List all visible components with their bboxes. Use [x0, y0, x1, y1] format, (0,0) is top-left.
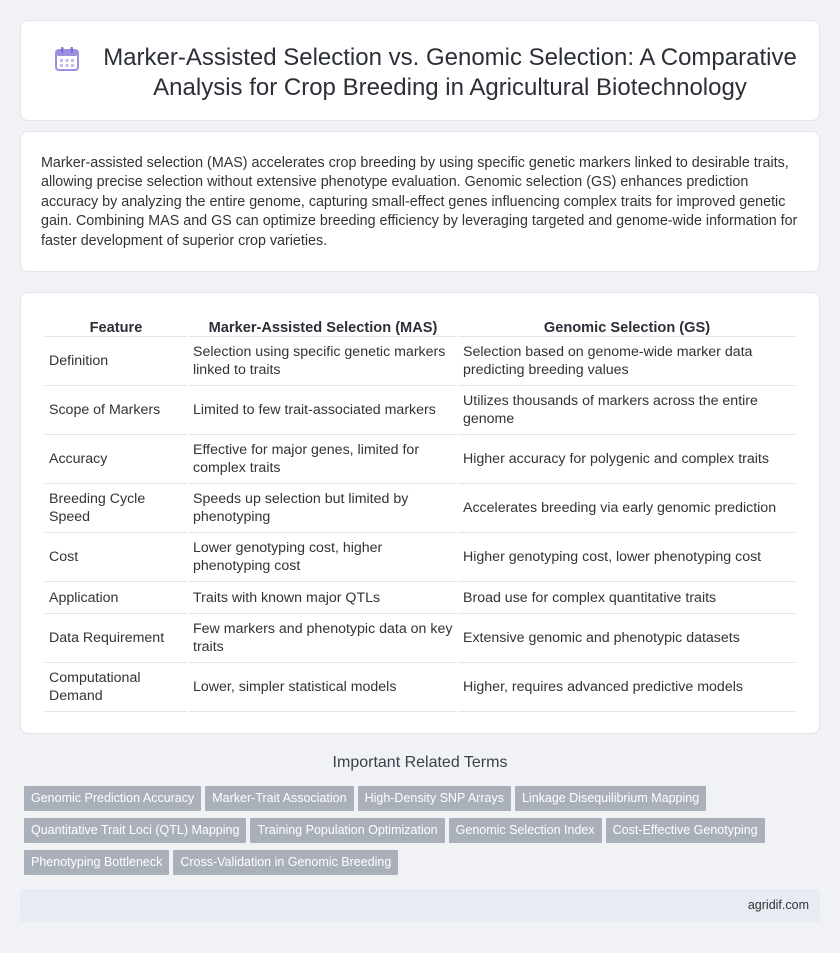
related-terms-tags	[24, 786, 814, 882]
related-terms-title: Important Related Terms	[332, 754, 508, 771]
page-title: Marker-Assisted Selection vs. Genomic Selection: A Comparative Analysis for Crop Breeding in Agricultural Biotechnology	[103, 44, 797, 101]
table-header-row	[45, 311, 795, 337]
table-cell: Lower genotyping cost, higher phenotyping cost	[189, 533, 457, 582]
table-cell: Speeds up selection but limited by phenotyping	[189, 484, 457, 533]
related-tag[interactable]: Training Population Optimization	[250, 818, 444, 843]
related-tag[interactable]: Quantitative Trait Loci (QTL) Mapping	[24, 818, 246, 843]
footer	[20, 889, 820, 922]
table-row	[45, 435, 795, 484]
table-cell: Traits with known major QTLs	[189, 582, 457, 614]
table-cell: Selection using specific genetic markers linked to traits	[189, 337, 457, 386]
comparison-table	[43, 311, 797, 712]
related-tag[interactable]: High-Density SNP Arrays	[358, 786, 511, 811]
header-gs: Genomic Selection (GS)	[459, 311, 795, 337]
table-cell: Extensive genomic and phenotypic datasets	[459, 614, 795, 663]
table-cell: Scope of Markers	[45, 386, 187, 435]
table-cell: Effective for major genes, limited for complex traits	[189, 435, 457, 484]
related-tag[interactable]: Genomic Prediction Accuracy	[24, 786, 201, 811]
related-tag[interactable]: Genomic Selection Index	[449, 818, 602, 843]
intro-text: Marker-assisted selection (MAS) accelerates crop breeding by using specific genetic markers linked to desirable traits, allowing precise selection without extensive phenotype evaluation. Genomic selection (GS) enhances prediction accuracy by analyzing the entire genome, capturing small-effect genes influencing complex traits for improved genetic gain. Combining MAS and GS can optimize breeding efficiency by leveraging targeted and genome-wide information for faster development of superior crop varieties.	[41, 155, 798, 249]
related-tag[interactable]: Linkage Disequilibrium Mapping	[515, 786, 706, 811]
table-cell: Broad use for complex quantitative traits	[459, 582, 795, 614]
header-mas: Marker-Assisted Selection (MAS)	[189, 311, 457, 337]
footer-site-link[interactable]: agridif.com	[747, 898, 809, 912]
table-row	[45, 614, 795, 663]
table-cell: Higher genotyping cost, lower phenotyping cost	[459, 533, 795, 582]
table-cell: Cost	[45, 533, 187, 582]
table-cell: Data Requirement	[45, 614, 187, 663]
table-cell: Application	[45, 582, 187, 614]
table-cell: Few markers and phenotypic data on key traits	[189, 614, 457, 663]
related-tag[interactable]: Phenotyping Bottleneck	[24, 850, 169, 875]
table-cell: Accuracy	[45, 435, 187, 484]
table-cell: Computational Demand	[45, 663, 187, 712]
title-card	[20, 20, 820, 121]
table-row	[45, 337, 795, 386]
table-row	[45, 386, 795, 435]
table-cell: Higher accuracy for polygenic and complex traits	[459, 435, 795, 484]
table-cell: Higher, requires advanced predictive models	[459, 663, 795, 712]
table-cell: Accelerates breeding via early genomic prediction	[459, 484, 795, 533]
related-tag[interactable]: Cross-Validation in Genomic Breeding	[173, 850, 398, 875]
table-row	[45, 582, 795, 614]
table-cell: Lower, simpler statistical models	[189, 663, 457, 712]
header-feature: Feature	[45, 311, 187, 337]
calendar-icon	[54, 46, 80, 72]
table-cell: Limited to few trait-associated markers	[189, 386, 457, 435]
table-row	[45, 663, 795, 712]
table-row	[45, 484, 795, 533]
table-cell: Breeding Cycle Speed	[45, 484, 187, 533]
intro-card	[20, 131, 820, 272]
related-tag[interactable]: Marker-Trait Association	[205, 786, 353, 811]
table-row	[45, 533, 795, 582]
table-cell: Definition	[45, 337, 187, 386]
table-cell: Selection based on genome-wide marker data predicting breeding values	[459, 337, 795, 386]
table-cell: Utilizes thousands of markers across the entire genome	[459, 386, 795, 435]
related-tag[interactable]: Cost-Effective Genotyping	[606, 818, 765, 843]
comparison-table-card	[20, 292, 820, 734]
